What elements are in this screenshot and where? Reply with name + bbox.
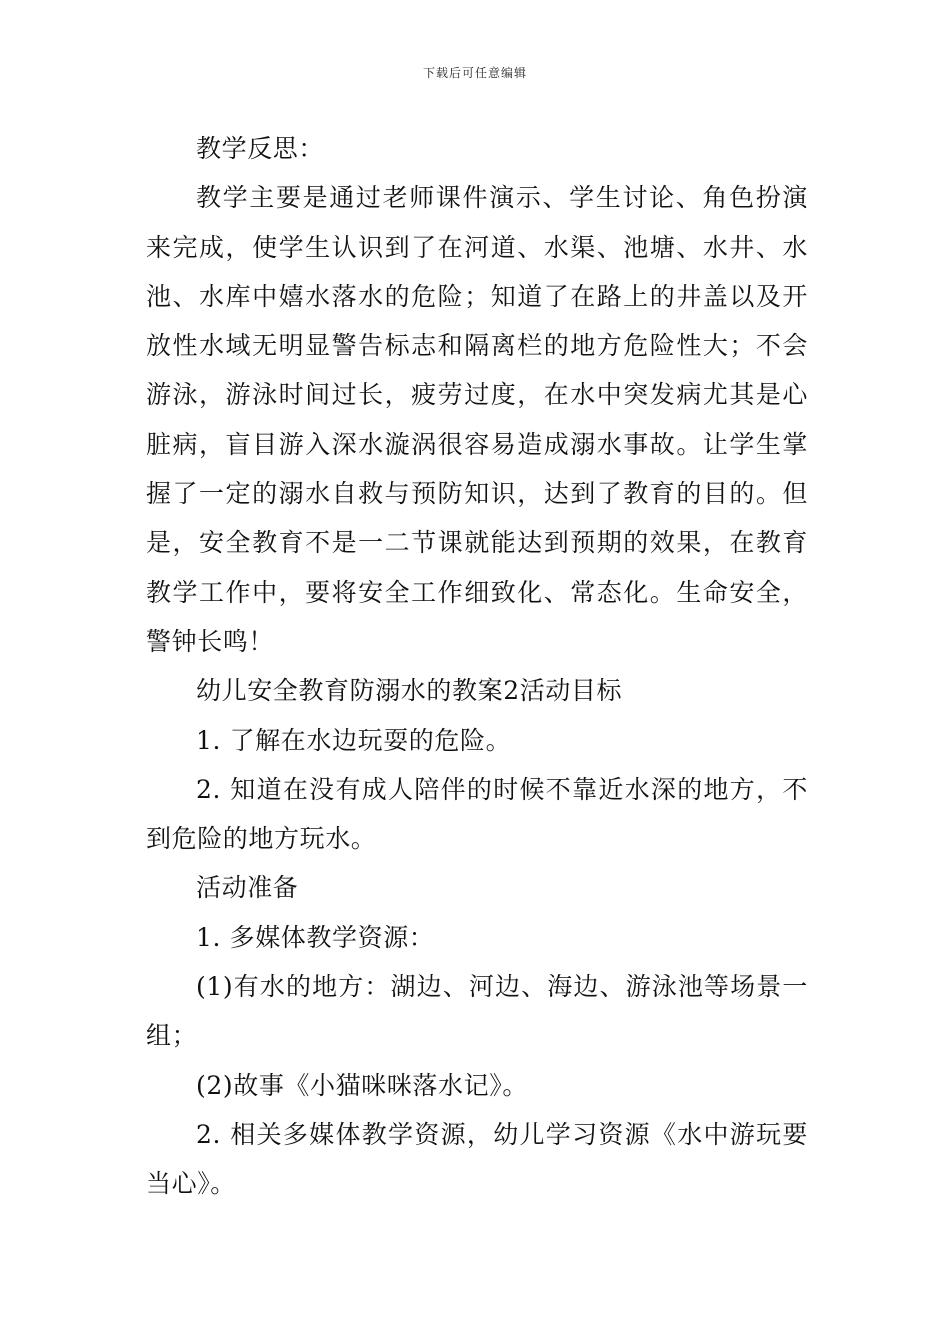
paragraph-preparation-1: 1. 多媒体教学资源： — [196, 922, 435, 952]
paragraph-preparation-1b: (2)故事《小猫咪咪落水记》。 — [196, 1070, 528, 1100]
paragraph-reflection-heading: 教学反思： — [196, 134, 325, 163]
paragraph-activity-goals-heading: 幼儿安全教育防溺水的教案2活动目标 — [196, 676, 623, 706]
paragraph-preparation-2: 2. 相关多媒体教学资源，幼儿学习资源《水中游玩要当心》。 — [146, 1119, 808, 1199]
paragraph-reflection-body: 教学主要是通过老师课件演示、学生讨论、角色扮演来完成，使学生认识到了在河道、水渠、池塘、水井、水池、水库中嬉水落水的危险；知道了在路上的井盖以及开放性水域无明显警告标志和隔离栏的地方危险性大；不会游泳，游泳时间过长，疲劳过度，在水中突发病尤其是心脏病，盲目游入深水漩涡很容易造成溺水事故。让学生掌握了一定的溺水自救与预防知识，达到了教育的目的。但是，安全教育不是一二节课就能达到预期的效果，在教育教学工作中，要将安全工作细致化、常态化。生命安全，警钟长鸣！ — [146, 183, 808, 656]
paragraph-goal-1: 1. 了解在水边玩耍的危险。 — [196, 725, 512, 755]
paragraph-preparation-1a: (1)有水的地方：湖边、河边、海边、游泳池等场景一组； — [146, 972, 808, 1051]
paragraph-preparation-heading: 活动准备 — [196, 873, 299, 903]
paragraph-goal-2: 2. 知道在没有成人陪伴的时候不靠近水深的地方，不到危险的地方玩水。 — [146, 774, 808, 854]
document-body — [146, 124, 808, 1209]
page-header: 下载后可任意编辑 — [422, 66, 527, 80]
